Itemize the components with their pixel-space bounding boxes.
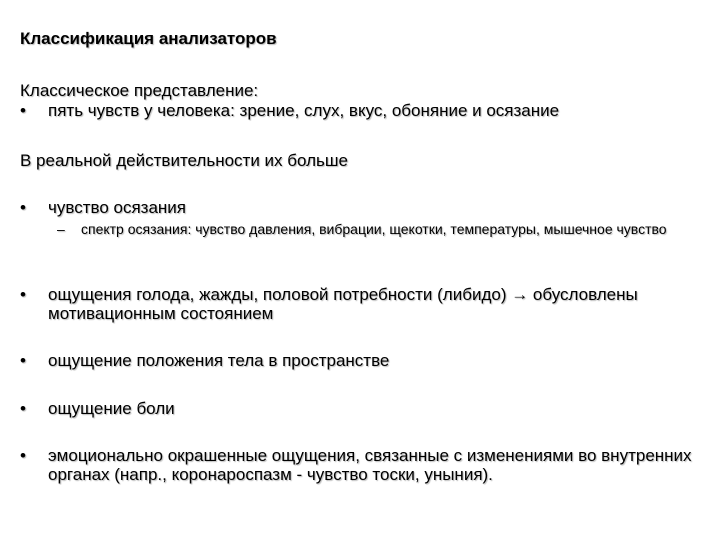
bullet-icon: • bbox=[20, 198, 26, 217]
list-item-text: чувство осязания bbox=[48, 198, 187, 217]
reality-statement: В реальной действительности их больше bbox=[20, 151, 348, 170]
list-item bbox=[20, 446, 710, 484]
sub-list-item bbox=[57, 221, 697, 238]
bullet-icon: • bbox=[20, 351, 26, 370]
bullet-icon: • bbox=[20, 101, 26, 120]
list-item-text: ощущения голода, жажды, половой потребности (либидо) → обусловлены мотивационным состоянием bbox=[48, 285, 638, 323]
list-item-text: ощущение положения тела в пространстве bbox=[48, 351, 390, 370]
classic-heading: Классическое представление: bbox=[20, 81, 259, 100]
classic-bullet-item bbox=[20, 101, 710, 120]
slide-title: Классификация анализаторов bbox=[20, 29, 277, 48]
bullet-icon: • bbox=[20, 446, 26, 465]
list-item-text: ощущение боли bbox=[48, 399, 175, 418]
list-item-text: эмоционально окрашенные ощущения, связанные с изменениями во внутренних органах (напр., коронароспазм - чувство тоски, уныния). bbox=[48, 446, 692, 484]
list-item bbox=[20, 198, 710, 217]
classic-item-text: пять чувств у человека: зрение, слух, вкус, обоняние и осязание bbox=[48, 101, 560, 120]
sub-list-item-text: спектр осязания: чувство давления, вибрации, щекотки, температуры, мышечное чувство bbox=[81, 221, 667, 237]
bullet-icon: • bbox=[20, 399, 26, 418]
list-item bbox=[20, 399, 710, 418]
list-item bbox=[20, 285, 710, 323]
bullet-icon: • bbox=[20, 285, 26, 304]
list-item bbox=[20, 351, 710, 370]
dash-icon: – bbox=[57, 221, 65, 237]
